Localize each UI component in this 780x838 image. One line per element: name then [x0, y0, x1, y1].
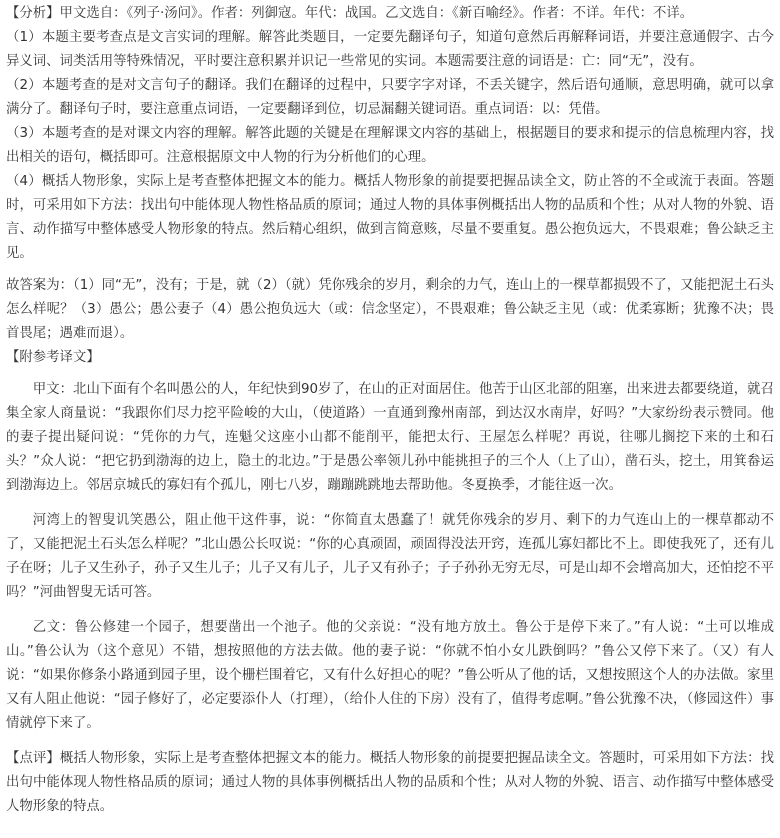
translation-section: [6, 346, 774, 736]
translation-paragraph-3: 乙文：鲁公修建一个园子，想要凿出一个池子。他的父亲说：“没有地方放土。鲁公于是停下来了。”有人说：“土可以堆成山。”鲁公认为（这个意见）不错，想按照他的方法去做。他的妻子说：“你就不怕小女儿跌倒吗？”鲁公又停下来了。（又）有人说：“如果你修条小路通到园子里，设个栅栏围着它，又有什么好担心的呢？”鲁公听从了他的话，又想按照这个人的办法做。家里又有人阻止他说：“园子修好了，必定要添仆人（打理），（给仆人住的下房）没有了，值得考虑啊。”鲁公犹豫不决，（修园这件）事情就停下来了。: [6, 620, 774, 731]
spacer: [6, 370, 774, 378]
comment-section: [6, 747, 774, 819]
analysis-point-4: （4）概括人物形象，实际上是考查整体把握文本的能力。概括人物形象的前提要把握品读全文，防止答的不全或流于表面。答题时，可采用如下方法：找出句中能体现人物性格品质的原词；通过人物的具体事例概括出人物的品质和个性；从对人物的外貌、语言、动作描写中整体感受人物形象的特点。然后精心组织，做到言简意赅，尽量不要重复。愚公抱负远大，不畏艰难；鲁公缺乏主见。: [6, 174, 774, 261]
translation-heading: 【附参考译文】: [6, 350, 100, 365]
analysis-point-3: （3）本题考查的是对课文内容的理解。解答此题的关键是在理解课文内容的基础上，根据题目的要求和提示的信息梳理内容，找出相关的语句，概括即可。注意根据原文中人物的行为分析他们的心理。: [6, 126, 774, 165]
answer-section: [6, 274, 774, 346]
analysis-point-2: （2）本题考查的是对文言句子的翻译。我们在翻译的过程中，只要字字对译，不丢关键字，然后语句通顺，意思明确，就可以拿满分了。翻译句子时，要注意重点词语，一定要翻译到位，切忌漏翻关键词语。重点词语：以：凭借。: [6, 78, 774, 117]
translation-paragraph-1: 甲文：北山下面有个名叫愚公的人，年纪快到90岁了，在山的正对面居住。他苦于山区北部的阻塞，出来进去都要绕道，就召集全家人商量说：“我跟你们尽力挖平险峻的大山，（使道路）一直通到豫州南部，到达汉水南岸，好吗？”大家纷纷表示赞同。他的妻子提出疑问说：“凭你的力气，连魁父这座小山都不能削平，能把太行、王屋怎么样呢？再说，往哪儿搁挖下来的土和石头？”众人说：“把它扔到渤海的边上，隐土的北边。”于是愚公率领儿孙中能挑担子的三个人（上了山），凿石头，挖土，用箕畚运到渤海边上。邻居京城氏的寡妇有个孤儿，刚七八岁，蹦蹦跳跳地去帮助他。冬夏换季，才能往返一次。: [6, 382, 774, 493]
spacer: [6, 605, 774, 616]
analysis-point-1: （1）本题主要考查点是文言实词的理解。解答此类题目，一定要先翻译句子，知道句意然后再解释词语，并要注意通假字、古今异义词、词类活用等特殊情况，平时要注意积累并识记一些常见的实词。本题需要注意的词语是：亡：同“无”，没有。: [6, 30, 774, 69]
comment-text: 【点评】概括人物形象，实际上是考查整体把握文本的能力。概括人物形象的前提要把握品读全文。答题时，可采用如下方法：找出句中能体现人物性格品质的原词；通过人物的具体事例概括出人物的品质和个性；从对人物的外貌、语言、动作描写中整体感受人物形象的特点。: [6, 751, 774, 814]
spacer: [6, 498, 774, 509]
translation-paragraph-2: 河湾上的智叟讥笑愚公，阻止他干这件事，说：“你简直太愚蠢了！就凭你残余的岁月、剩下的力气连山上的一棵草都动不了，又能把泥土石头怎么样呢？”北山愚公长叹说：“你的心真顽固，顽固得没法开窍，连孤儿寡妇都比不上。即使我死了，还有儿子在呀；儿子又生孙子，孙子又生儿子；儿子又有儿子，儿子又有孙子；子子孙孙无穷无尽，可是山却不会增高加大，还怕挖不平吗？”河曲智叟无话可答。: [6, 513, 774, 600]
analysis-intro: 【分析】甲文选自：《列子·汤问》。作者：列御寇。年代：战国。乙文选自：《新百喻经》。作者：不详。年代：不详。: [6, 6, 694, 21]
spacer: [6, 266, 774, 274]
spacer: [6, 736, 774, 747]
answer-text: 故答案为：（1）同“无”，没有；于是，就（2）（就）凭你残余的岁月，剩余的力气，连山上的一棵草都损毁不了，又能把泥土石头怎么样呢？（3）愚公；愚公妻子（4）愚公抱负远大（或：信念坚定），不畏艰难；鲁公缺乏主见（或：优柔寡断；犹豫不决；畏首畏尾；遇难而退）。: [6, 278, 774, 341]
analysis-section: [6, 2, 774, 266]
